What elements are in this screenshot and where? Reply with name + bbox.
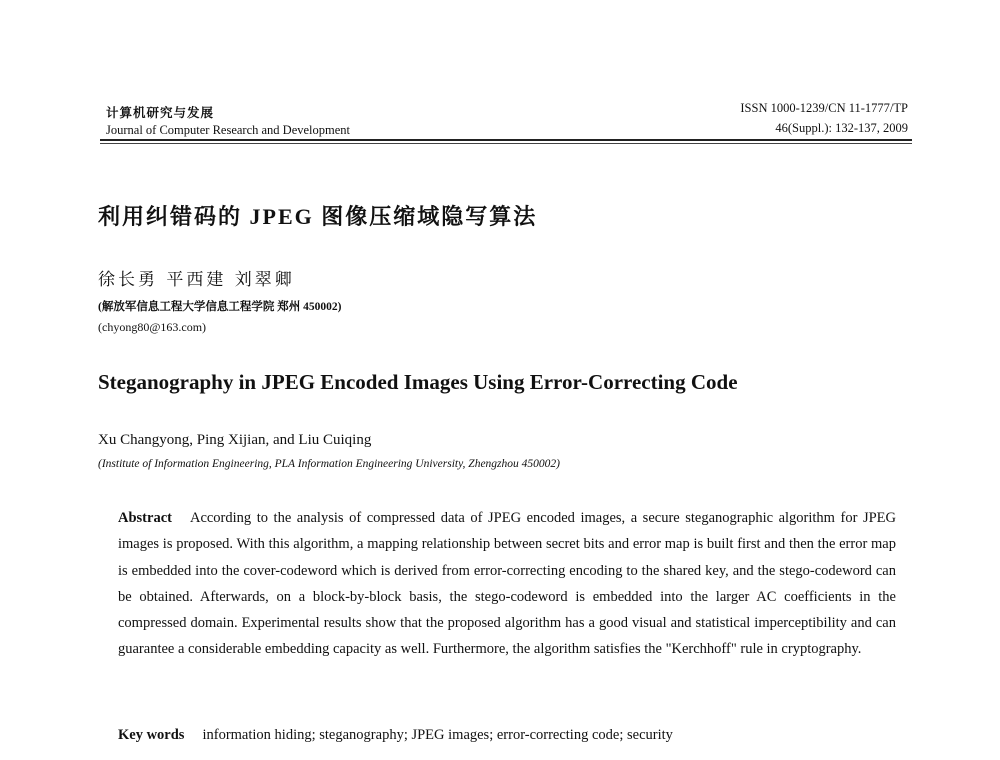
- header-rule-thin: [100, 143, 912, 144]
- affiliation-en: (Institute of Information Engineering, PLA Information Engineering University, Zhengzhou 450002): [98, 458, 560, 470]
- header-rule-thick: [100, 139, 912, 141]
- authors-en: Xu Changyong, Ping Xijian, and Liu Cuiqing: [98, 432, 372, 448]
- paper-title-cn: 利用纠错码的 JPEG 图像压缩域隐写算法: [98, 204, 538, 229]
- keywords: [118, 727, 673, 744]
- keywords-label: Key words: [118, 727, 185, 743]
- author-email: (chyong80@163.com): [98, 320, 207, 334]
- journal-volume: 46(Suppl.): 132-137, 2009: [775, 121, 908, 135]
- abstract-text: According to the analysis of compressed data of JPEG encoded images, a secure steganographic algorithm for JPEG images is proposed. With this algorithm, a mapping relationship between secret bits and error map is built first and then the error map is embedded into the cover-codeword which is derived from error-correcting encoding to the shared key, and the stego-codeword can be obtained. Afterwards, on a block-by-block basis, the stego-codeword is embedded into the larger AC coefficients in the compressed domain. Experimental results show that the proposed algorithm has a good visual and statistical imperceptibility and can guarantee a considerable embedding capacity as well. Furthermore, the algorithm satisfies the "Kerchhoff" rule in cryptography.: [118, 510, 896, 658]
- abstract: [118, 505, 896, 663]
- journal-name-en: Journal of Computer Research and Development: [106, 123, 351, 137]
- authors-cn: 徐长勇 平西建 刘翠卿: [98, 270, 295, 290]
- keywords-text: information hiding; steganography; JPEG images; error-correcting code; security: [202, 727, 673, 743]
- journal-issn: ISSN 1000-1239/CN 11-1777/TP: [740, 101, 908, 115]
- affiliation-cn: (解放军信息工程大学信息工程学院 郑州 450002): [98, 301, 342, 313]
- abstract-label: Abstract: [118, 510, 172, 526]
- paper-title-en: Steganography in JPEG Encoded Images Using Error-Correcting Code: [98, 370, 738, 394]
- journal-name-cn: 计算机研究与发展: [106, 106, 215, 120]
